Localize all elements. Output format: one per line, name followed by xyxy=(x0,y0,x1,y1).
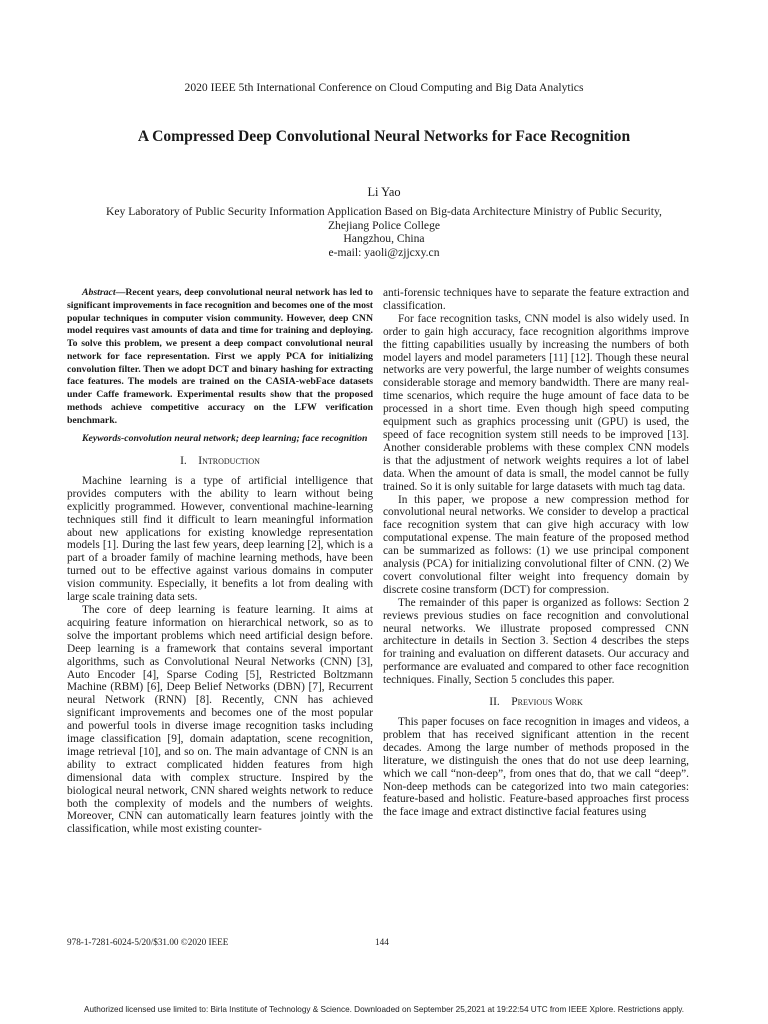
section-heading-introduction xyxy=(67,455,373,468)
left-column xyxy=(67,287,373,836)
abstract-text: —Recent years, deep convolutional neural network has led to significant improvements in face recognition and becomes one of the most popular techniques in computer vision community. However, deep CNN model requires vast amounts of data and time for training and deploying. To solve this problem, we present a deep compact convolutional neural network for face representation. First we apply PCA for initializing convolution filter. Then we adopt DCT and binary hashing for extracting face features. The models are trained on the CASIA-webFace datasets under Caffe framework. Experimental results show that the proposed methods achieve competitive accuracy on the LFW verification benchmark. xyxy=(67,287,373,426)
section-number: II. xyxy=(489,696,500,709)
paragraph: The core of deep learning is feature learning. It aims at acquiring feature information on hierarchical network, so as to solve the important problems which need artificial design before. Deep learning is a framework that contains several important algorithms, such as Convolutional Neural Networks (CNN) [3], Auto Encoder [4], Sparse Coding [5], Restricted Boltzmann Machine (RBM) [6], Deep Belief Networks (DBN) [7], Recurrent neural Network (RNN) [8]. Recently, CNN has achieved significant improvements and becomes one of the most popular and powerful tools in diverse image recognition tasks including image classification [9], domain adaptation, scene recognition, image retrieval [10], and so on. The main advantage of CNN is an ability to extract complicated hidden features from high dimensional data with complex structure. Inspired by the biological neural network, CNN shared weights network to reduce both the complexity of models and the numbers of weights. Moreover, CNN can automatically learn features jointly with the classification, while most existing counter- xyxy=(67,603,373,836)
paragraph: The remainder of this paper is organized as follows: Section 2 reviews previous studies on face recognition and convolutional neural networks. We illustrate proposed compressed CNN architecture in details in Section 3. Section 4 describes the steps for training and evaluation on different datasets. Our accuracy and performance are evaluated and compared to other face recognition techniques. Finally, Section 5 concludes this paper. xyxy=(383,596,689,687)
section-title: Introduction xyxy=(198,455,260,467)
paragraph: Machine learning is a type of artificial intelligence that provides computers with the ability to learn without being explicitly programmed. However, conventional machine-learning techniques still find it difficult to learn meaningful information about new applications for existing knowledge representation models [1]. During the last few years, deep learning [2], which is a part of a broader family of machine learning methods, have been turned out to be effective against various domains in computer vision community. Especially, it benefits a lot from dealing with large scale training data sets. xyxy=(67,474,373,604)
abstract-label: Abstract xyxy=(82,287,116,298)
conference-header: 2020 IEEE 5th International Conference on Cloud Computing and Big Data Analytics xyxy=(184,81,584,94)
paragraph: This paper focuses on face recognition in images and videos, a problem that has received significant attention in the recent decades. Among the large number of methods proposed in the literature, we distinguish the ones that do not use deep learning, which we call “non-deep”, from ones that do, that we call “deep”. Non-deep methods can be categorized into two main categories: feature-based and holistic. Feature-based approaches first process the face image and extract distinctive facial features using xyxy=(383,716,689,819)
paragraph-continued: anti-forensic techniques have to separate the feature extraction and classification. xyxy=(383,287,689,312)
paragraph: In this paper, we propose a new compression method for convolutional neural networks. We consider to develop a practical face recognition system that can give high accuracy with low computational expense. The main feature of the proposed method can be summarized as follows: (1) we use principal component analysis (PCA) for initializing convolutional filter of CNN. (2) We covert convolutional filter weight into frequency domain by discrete cosine transform (DCT) for compression. xyxy=(383,493,689,596)
section-heading-previous-work xyxy=(383,696,689,709)
footer-isbn: 978-1-7281-6024-5/20/$31.00 ©2020 IEEE xyxy=(67,937,229,947)
license-notice: Authorized licensed use limited to: Birla Institute of Technology & Science. Downloaded on September 25,2021 at 19:22:54 UTC from IEEE Xplore. Restrictions apply. xyxy=(84,1005,684,1014)
right-column xyxy=(383,287,689,819)
affiliation-city: Hangzhou, China xyxy=(343,232,425,246)
author-block xyxy=(40,186,728,259)
abstract xyxy=(67,287,373,427)
section-number: I. xyxy=(180,455,187,467)
paragraph: For face recognition tasks, CNN model is also widely used. In order to gain high accuracy, face recognition algorithms improve the fitting capabilities usually by increasing the numbers of both model layers and model parameters [11] [12]. Though these neural networks are very powerful, the large number of weights consumes considerable storage and memory bandwidth. There are many real-time scenarios, which require the huge amount of face data to be processed in a short time. Even though high speed computing equipment such as graphics processing unit (GPU) is used, the speed of face recognition system still needs to be improved [13]. Another considerable problems with these complex CNN models is that the adjustment of network weights requires a lot of label data. When the amount of data is small, the model cannot be fully trained. So it is only suitable for large datasets with much tag data. xyxy=(383,312,689,493)
section-title: Previous Work xyxy=(511,696,583,709)
affiliation-line: Key Laboratory of Public Security Information Application Based on Big-data Architecture Ministry of Public Security, xyxy=(106,205,662,219)
paper-title: A Compressed Deep Convolutional Neural Networks for Face Recognition xyxy=(137,128,631,145)
author-email: e-mail: yaoli@zjjcxy.cn xyxy=(328,245,440,259)
author-name: Li Yao xyxy=(367,185,401,199)
affiliation-college: Zhejiang Police College xyxy=(327,218,441,232)
page-number: 144 xyxy=(375,937,389,947)
keywords: Keywords-convolution neural network; deep learning; face recognition xyxy=(82,433,368,445)
